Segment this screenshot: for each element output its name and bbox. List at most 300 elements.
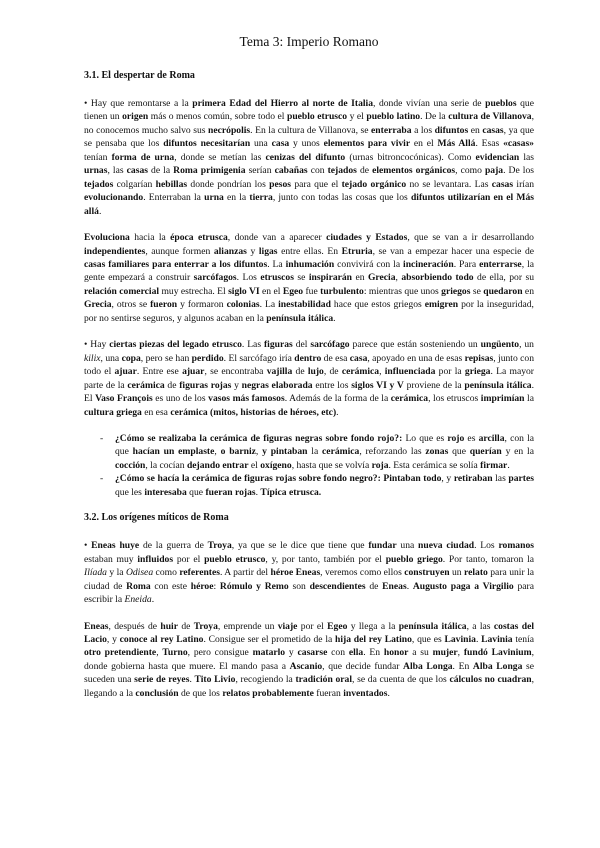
text-run: . La mayor parte de la — [84, 366, 534, 391]
text-run: , y — [106, 633, 120, 645]
bold-text: romanos — [498, 540, 534, 552]
bold-text: Alba Longa — [403, 660, 453, 672]
text-run: Lo que es — [402, 432, 448, 444]
text-run: , otros se — [111, 299, 151, 311]
bold-text: nueva ciudad — [418, 540, 475, 552]
bold-text: paja — [484, 165, 504, 177]
bold-text: necrópolis — [208, 124, 251, 136]
bold-text: tejados — [327, 165, 357, 177]
text-run: en — [468, 124, 483, 136]
text-run: en el — [259, 285, 283, 297]
italic-text: Eneida — [124, 594, 152, 606]
bold-text: Lavinia — [481, 633, 513, 645]
paragraph — [84, 539, 534, 606]
bold-text: relación comercial — [84, 285, 160, 297]
text-run: hacia la — [129, 232, 171, 244]
text-run: como — [153, 567, 180, 579]
bold-text: partes — [508, 473, 534, 485]
text-run: por la inseguridad, por no sentirse seguros, y algunos acaban en la — [84, 299, 534, 324]
bold-text: Troya — [193, 620, 218, 632]
text-run: . — [255, 486, 261, 498]
text-run: proviene de la — [403, 379, 465, 391]
text-run: para que el — [291, 178, 342, 190]
bold-text: otro pretendiente — [84, 647, 157, 659]
text-run: , una — [100, 352, 122, 364]
text-run: son — [288, 580, 310, 592]
text-run: de que los — [178, 687, 223, 699]
bold-text: casa — [349, 352, 368, 364]
bold-text: cabañas — [274, 165, 308, 177]
bold-text: hacían un emplaste — [132, 446, 215, 458]
bold-text: repisas — [464, 352, 494, 364]
text-run: . Esas — [475, 138, 504, 150]
bold-text: imprimían — [480, 393, 525, 405]
text-run: y el — [347, 111, 367, 123]
text-run: a su — [408, 647, 433, 659]
bold-text: héroe Eneas — [270, 567, 321, 579]
text-run: del — [292, 339, 311, 351]
bold-text: Vaso François — [95, 393, 153, 405]
bold-text: figuras — [263, 339, 293, 351]
bold-text: mujer — [432, 647, 458, 659]
bold-text: tejados — [84, 178, 114, 190]
bold-text: Eneas huye — [91, 540, 140, 552]
bold-text: conoce al rey Latino — [119, 633, 204, 645]
text-run: , donde vivían una serie de — [373, 98, 486, 109]
bold-text: cultura griega — [84, 406, 142, 418]
bold-text: huir — [160, 620, 178, 632]
paragraph — [84, 231, 534, 325]
bold-text: serie de reyes — [134, 674, 190, 686]
bold-text: primera Edad del Hierro al norte de Italia — [192, 98, 374, 109]
bold-text: fueran rojas — [205, 486, 256, 498]
bold-text: inhumación — [285, 258, 335, 270]
text-run: , la gente empezará a construir — [84, 258, 534, 284]
text-run: • — [84, 540, 92, 552]
bold-text: cerámica — [390, 393, 429, 405]
text-run: . Los — [236, 272, 261, 284]
bold-text: cálculos no cuadran — [449, 674, 532, 686]
text-run: , no conocemos mucho salvo sus — [84, 111, 534, 136]
bold-text: construyen — [404, 567, 450, 579]
text-run: entre ellas. En — [277, 245, 342, 257]
text-run: muy estrecha. El — [159, 285, 229, 297]
bold-text: Alba Longa — [472, 660, 523, 672]
text-run: . — [189, 674, 195, 686]
list-item-text — [115, 433, 534, 471]
text-run: , — [255, 446, 263, 458]
text-run: , recogiendo la — [235, 674, 296, 686]
text-run: . Enterraban la — [143, 192, 205, 204]
text-run: de la — [147, 165, 174, 177]
text-run: el — [248, 459, 261, 471]
bold-text: ciertas piezas del legado etrusco — [109, 339, 242, 351]
bold-text: evidencian — [475, 151, 520, 163]
text-run: , donde gobierna hasta que muere. El mando pasa a — [84, 647, 535, 672]
text-run: , llegando a la — [84, 674, 534, 699]
bold-text: tejado orgánico — [341, 178, 407, 190]
text-run: . — [475, 633, 482, 645]
text-run: de — [164, 379, 180, 391]
bold-text: fueron — [150, 299, 178, 311]
text-run: , — [214, 446, 221, 458]
list-item-text — [115, 473, 534, 497]
text-run: . En — [363, 647, 384, 659]
bold-text: Tito Livio — [194, 674, 236, 686]
text-run: , que decide fundar — [322, 660, 404, 672]
text-run: . — [333, 312, 336, 324]
bold-text: viaje — [277, 620, 298, 632]
bold-text: Eneas — [382, 580, 407, 592]
text-run: , de — [323, 366, 342, 378]
bold-text: sarcófago — [310, 339, 350, 351]
bold-text: ¿Cómo se hacía la cerámica de figuras rojas sobre fondo negro?: Pintaban todo — [115, 473, 442, 485]
text-run: , junto con todo el — [84, 352, 535, 378]
text-run: tenía — [512, 633, 534, 645]
text-run: . — [98, 205, 102, 217]
text-run: , — [379, 366, 385, 378]
text-run: de — [356, 165, 373, 177]
text-run: una — [396, 540, 419, 552]
text-run: . — [151, 594, 155, 606]
bold-text: enterraba — [371, 124, 412, 136]
text-run: . La — [267, 258, 286, 270]
bold-text: Egeo — [282, 285, 304, 297]
text-run: , la cocían — [145, 459, 187, 471]
text-run: una — [250, 138, 272, 150]
bold-text: pueblo etrusco — [204, 553, 266, 565]
bold-text: costas del Lacio — [84, 620, 534, 645]
text-run: , que es — [411, 633, 445, 645]
text-run: y — [246, 245, 259, 257]
text-run: : mientras que unos — [363, 285, 442, 297]
bold-text: influidos — [137, 553, 174, 565]
bold-text: península itálica — [464, 379, 532, 391]
bold-text: Grecia — [367, 272, 396, 284]
bold-text: Más Allá — [437, 138, 476, 150]
text-run: , pero se han — [140, 352, 192, 364]
text-run: . El — [84, 379, 535, 405]
text-run: de esa — [321, 352, 350, 364]
text-run: y formaron — [177, 299, 227, 311]
bold-text: ciudades y Estados — [326, 232, 408, 244]
dash-bullet: - — [100, 432, 104, 444]
bold-text: cenizas del difunto — [265, 151, 346, 163]
text-run: se — [470, 285, 484, 297]
text-run: . Las — [241, 339, 264, 351]
list-item — [84, 472, 534, 499]
text-run: se — [293, 272, 309, 284]
bold-text: griegos — [441, 285, 471, 297]
text-run: , como — [455, 165, 485, 177]
text-run: las — [519, 151, 535, 163]
text-run: , ya que se pensaba que los — [84, 124, 535, 150]
text-run: . Para — [453, 258, 480, 270]
text-run: • Hay — [84, 339, 110, 351]
bold-text: interesaba — [144, 486, 187, 498]
text-run: en esa — [141, 406, 171, 418]
bold-text: difuntos — [434, 124, 469, 136]
bold-text: península itálica — [398, 620, 467, 632]
bold-text: siglos VI y V — [351, 379, 404, 391]
text-run: , hasta que se volvía — [291, 459, 372, 471]
bold-text: negras elaborada — [241, 379, 313, 391]
text-run: de — [365, 580, 383, 592]
bold-text: dentro — [294, 352, 322, 364]
text-run: por el — [297, 620, 328, 632]
text-run: convivirá con la — [334, 258, 404, 270]
bold-text: época etrusca — [170, 232, 228, 244]
text-run: , apoyado en una de esas — [367, 352, 465, 364]
text-run: . — [387, 687, 390, 699]
italic-text: Ilíada — [84, 567, 107, 579]
text-run: irían — [513, 178, 534, 190]
text-run: y — [285, 647, 298, 659]
bold-text: fundó Lavinium — [463, 647, 532, 659]
bold-text: hija del rey Latino — [335, 633, 412, 645]
bold-text: honor — [383, 647, 409, 659]
text-run: , — [457, 647, 464, 659]
text-run: , los etruscos — [428, 393, 481, 405]
bold-text: cerámica — [341, 366, 380, 378]
text-run: más o menos común, sobre todo el — [148, 111, 287, 123]
text-run: y en la — [501, 446, 534, 458]
text-run: , y — [441, 473, 454, 485]
bold-text: colonias — [226, 299, 260, 311]
text-run: con este — [150, 580, 191, 592]
bold-text: quedaron — [483, 285, 523, 297]
bold-text: querían — [469, 446, 502, 458]
bold-text: turbulento — [320, 285, 364, 297]
bold-text: pueblo latino — [366, 111, 421, 123]
text-run: , se da cuenta de que los — [352, 674, 450, 686]
bold-text: enterrarse — [479, 258, 522, 270]
bold-text: griega — [464, 366, 491, 378]
bold-text: elementos para vivir — [323, 138, 411, 150]
bold-text: hebillas — [155, 178, 188, 190]
bold-text: Evoluciona — [84, 232, 130, 244]
text-run: , — [395, 272, 402, 284]
bold-text: Turno — [162, 647, 188, 659]
bold-text: referentes — [179, 567, 220, 579]
bold-text: vajilla — [266, 366, 293, 378]
bold-text: elementos orgánicos — [372, 165, 456, 177]
bold-text: pueblo griego — [385, 553, 443, 565]
bold-text: descendientes — [309, 580, 366, 592]
text-run: , un — [519, 339, 534, 351]
bold-text: ¿Cómo se realizaba la cerámica de figuras negras sobre fondo rojo?: — [115, 432, 403, 444]
bold-text: ajuar — [182, 366, 205, 378]
text-run: las — [492, 473, 509, 485]
text-run: . — [406, 580, 413, 592]
bold-text: relato — [464, 567, 488, 579]
bold-text: casarse — [297, 647, 328, 659]
bold-text: casas — [491, 178, 514, 190]
bold-text: etruscos — [260, 272, 294, 284]
text-run: que tienen un — [84, 98, 534, 123]
bold-text: Rómulo y Remo — [219, 580, 289, 592]
text-run: entre los — [312, 379, 352, 391]
bold-text: perdido — [191, 352, 224, 364]
text-run: , se van a empezar hacer una especie de — [372, 245, 535, 257]
bold-text: Troya — [207, 540, 232, 552]
bold-text: casa — [271, 138, 290, 150]
text-run: es — [464, 432, 479, 444]
bold-text: tierra — [249, 192, 273, 204]
text-run: se suceden una — [84, 660, 535, 686]
bold-text: matarlo — [252, 647, 286, 659]
text-run: estaban muy — [84, 553, 138, 565]
text-run: hace que estos griegos — [330, 299, 425, 311]
text-run: . Esta cerámica se solía — [388, 459, 481, 471]
text-run: no se levantara. Las — [406, 178, 492, 190]
text-run: con — [307, 165, 328, 177]
bold-text: difuntos necesitarían — [163, 138, 251, 150]
bold-text: urnas — [84, 165, 108, 177]
text-run: , — [156, 647, 163, 659]
bold-text: cerámica — [127, 379, 165, 391]
bold-text: independientes — [84, 245, 146, 257]
bold-text: conclusión — [135, 687, 179, 699]
text-run: un — [449, 567, 465, 579]
text-run: , que se van a ir desarrollando — [407, 232, 534, 244]
bold-text: pueblos — [485, 98, 517, 109]
bold-text: firmar — [480, 459, 508, 471]
bold-text: Augusto paga a Virgilio — [412, 580, 514, 592]
bold-text: copa — [121, 352, 141, 364]
text-run: : — [213, 580, 220, 592]
text-run: que les — [115, 486, 145, 498]
text-run: a los — [411, 124, 435, 136]
bold-text: fundar — [368, 540, 397, 552]
bold-text: pueblo etrusco — [286, 111, 348, 123]
bold-text: «casas» — [503, 138, 534, 150]
bold-text: península itálica — [266, 312, 334, 324]
text-run: tenían — [84, 151, 112, 163]
bold-text: influenciada — [384, 366, 436, 378]
bold-text: forma de urna — [111, 151, 175, 163]
text-run: . La — [259, 299, 279, 311]
bold-text: sarcófagos — [193, 272, 237, 284]
document-title: Tema 3: Imperio Romano — [239, 34, 379, 49]
text-run: parece que están sosteniendo un — [349, 339, 481, 351]
text-run: • Hay que remontarse a la — [84, 98, 193, 109]
bold-text: cerámica — [322, 446, 360, 458]
text-run: en — [352, 272, 368, 284]
text-run: , pero consigue — [187, 647, 253, 659]
text-run: . A partir del — [219, 567, 271, 579]
text-run: en — [522, 285, 534, 297]
text-run: , las — [107, 165, 127, 177]
bold-text: Egeo — [327, 620, 348, 632]
dash-bullet: - — [100, 473, 104, 485]
paragraph — [84, 97, 534, 218]
text-run: por el — [173, 553, 205, 565]
text-run: serían — [245, 165, 275, 177]
bold-text: casas — [482, 124, 504, 136]
text-run: y la — [106, 567, 126, 579]
bold-text: ella — [348, 647, 364, 659]
bold-text: Etruria — [341, 245, 373, 257]
italic-text: kilix — [84, 352, 101, 364]
bold-text: o barniz — [220, 446, 256, 458]
section-heading-3-2: 3.2. Los orígenes míticos de Roma — [84, 512, 229, 524]
bold-text: y pintaban — [262, 446, 308, 458]
bold-text: Eneas — [84, 620, 109, 632]
bold-text: cerámica (mitos, historias de héroes, etc) — [170, 406, 337, 418]
bold-text: inventados — [343, 687, 388, 699]
bold-text: dejando entrar — [186, 459, 249, 471]
dash-list — [84, 432, 534, 499]
text-run: (urnas bitroncocónicas). Como — [345, 151, 476, 163]
bold-text: Grecia — [84, 299, 112, 311]
text-run: de la guerra de — [139, 540, 208, 552]
text-run: es uno de los — [152, 393, 209, 405]
text-run: fue — [303, 285, 321, 297]
bold-text: pesos — [269, 178, 291, 190]
text-run: para escribir la — [84, 580, 534, 606]
italic-text: Odisea — [125, 567, 154, 579]
text-run: y — [231, 379, 242, 391]
section-heading-3-1: 3.1. El despertar de Roma — [84, 70, 195, 81]
text-run: de — [292, 366, 308, 378]
text-run: la — [524, 393, 534, 405]
bold-text: oxígeno — [260, 459, 292, 471]
text-run: , donde se metían las — [174, 151, 266, 163]
text-run: de ella, por su — [473, 272, 535, 284]
bold-text: casas — [126, 165, 148, 177]
text-run: , se encontraba — [204, 366, 267, 378]
bold-text: alianzas — [213, 245, 247, 257]
bold-text: ajuar — [114, 366, 137, 378]
text-run: . — [336, 406, 339, 418]
text-run: . Además de la forma de la — [284, 393, 391, 405]
bold-text: lujo — [307, 366, 324, 378]
text-run: la — [307, 446, 323, 458]
bold-text: urna — [204, 192, 224, 204]
text-run: en el — [410, 138, 438, 150]
text-run: . De la — [420, 111, 449, 123]
bold-text: zonas — [425, 446, 449, 458]
text-run: para unir la ciudad de — [84, 567, 535, 592]
text-run: , emprende un — [217, 620, 278, 632]
text-run: , donde van a aparecer — [227, 232, 327, 244]
text-run: por la — [435, 366, 465, 378]
text-run: . El sarcófago iría — [223, 352, 295, 364]
bold-text: incineración — [403, 258, 454, 270]
text-run: , ya que se le dice que tiene que — [231, 540, 369, 552]
bold-text: absorbiendo todo — [401, 272, 474, 284]
bold-text: relatos probablemente — [222, 687, 314, 699]
text-run: que — [186, 486, 206, 498]
text-run: . — [507, 459, 510, 471]
text-run: . De los — [503, 165, 534, 177]
bold-text: casas familiares para enterrar a los difuntos — [84, 258, 268, 270]
bold-text: Roma — [126, 580, 151, 592]
bold-text: origen — [122, 111, 149, 123]
bold-text: cocción — [115, 459, 146, 471]
bold-text: retiraban — [453, 473, 493, 485]
text-run: , aunque formen — [145, 245, 214, 257]
paragraph — [84, 620, 534, 701]
bold-text: inestabilidad — [278, 299, 331, 311]
bold-text: figuras rojas — [179, 379, 232, 391]
text-run: . Consigue ser el prometido de la — [203, 633, 336, 645]
text-run: , con la que — [115, 432, 534, 458]
bold-text: héroe — [190, 580, 214, 592]
text-run: , a las — [466, 620, 494, 632]
bold-text: Lavinia — [444, 633, 476, 645]
